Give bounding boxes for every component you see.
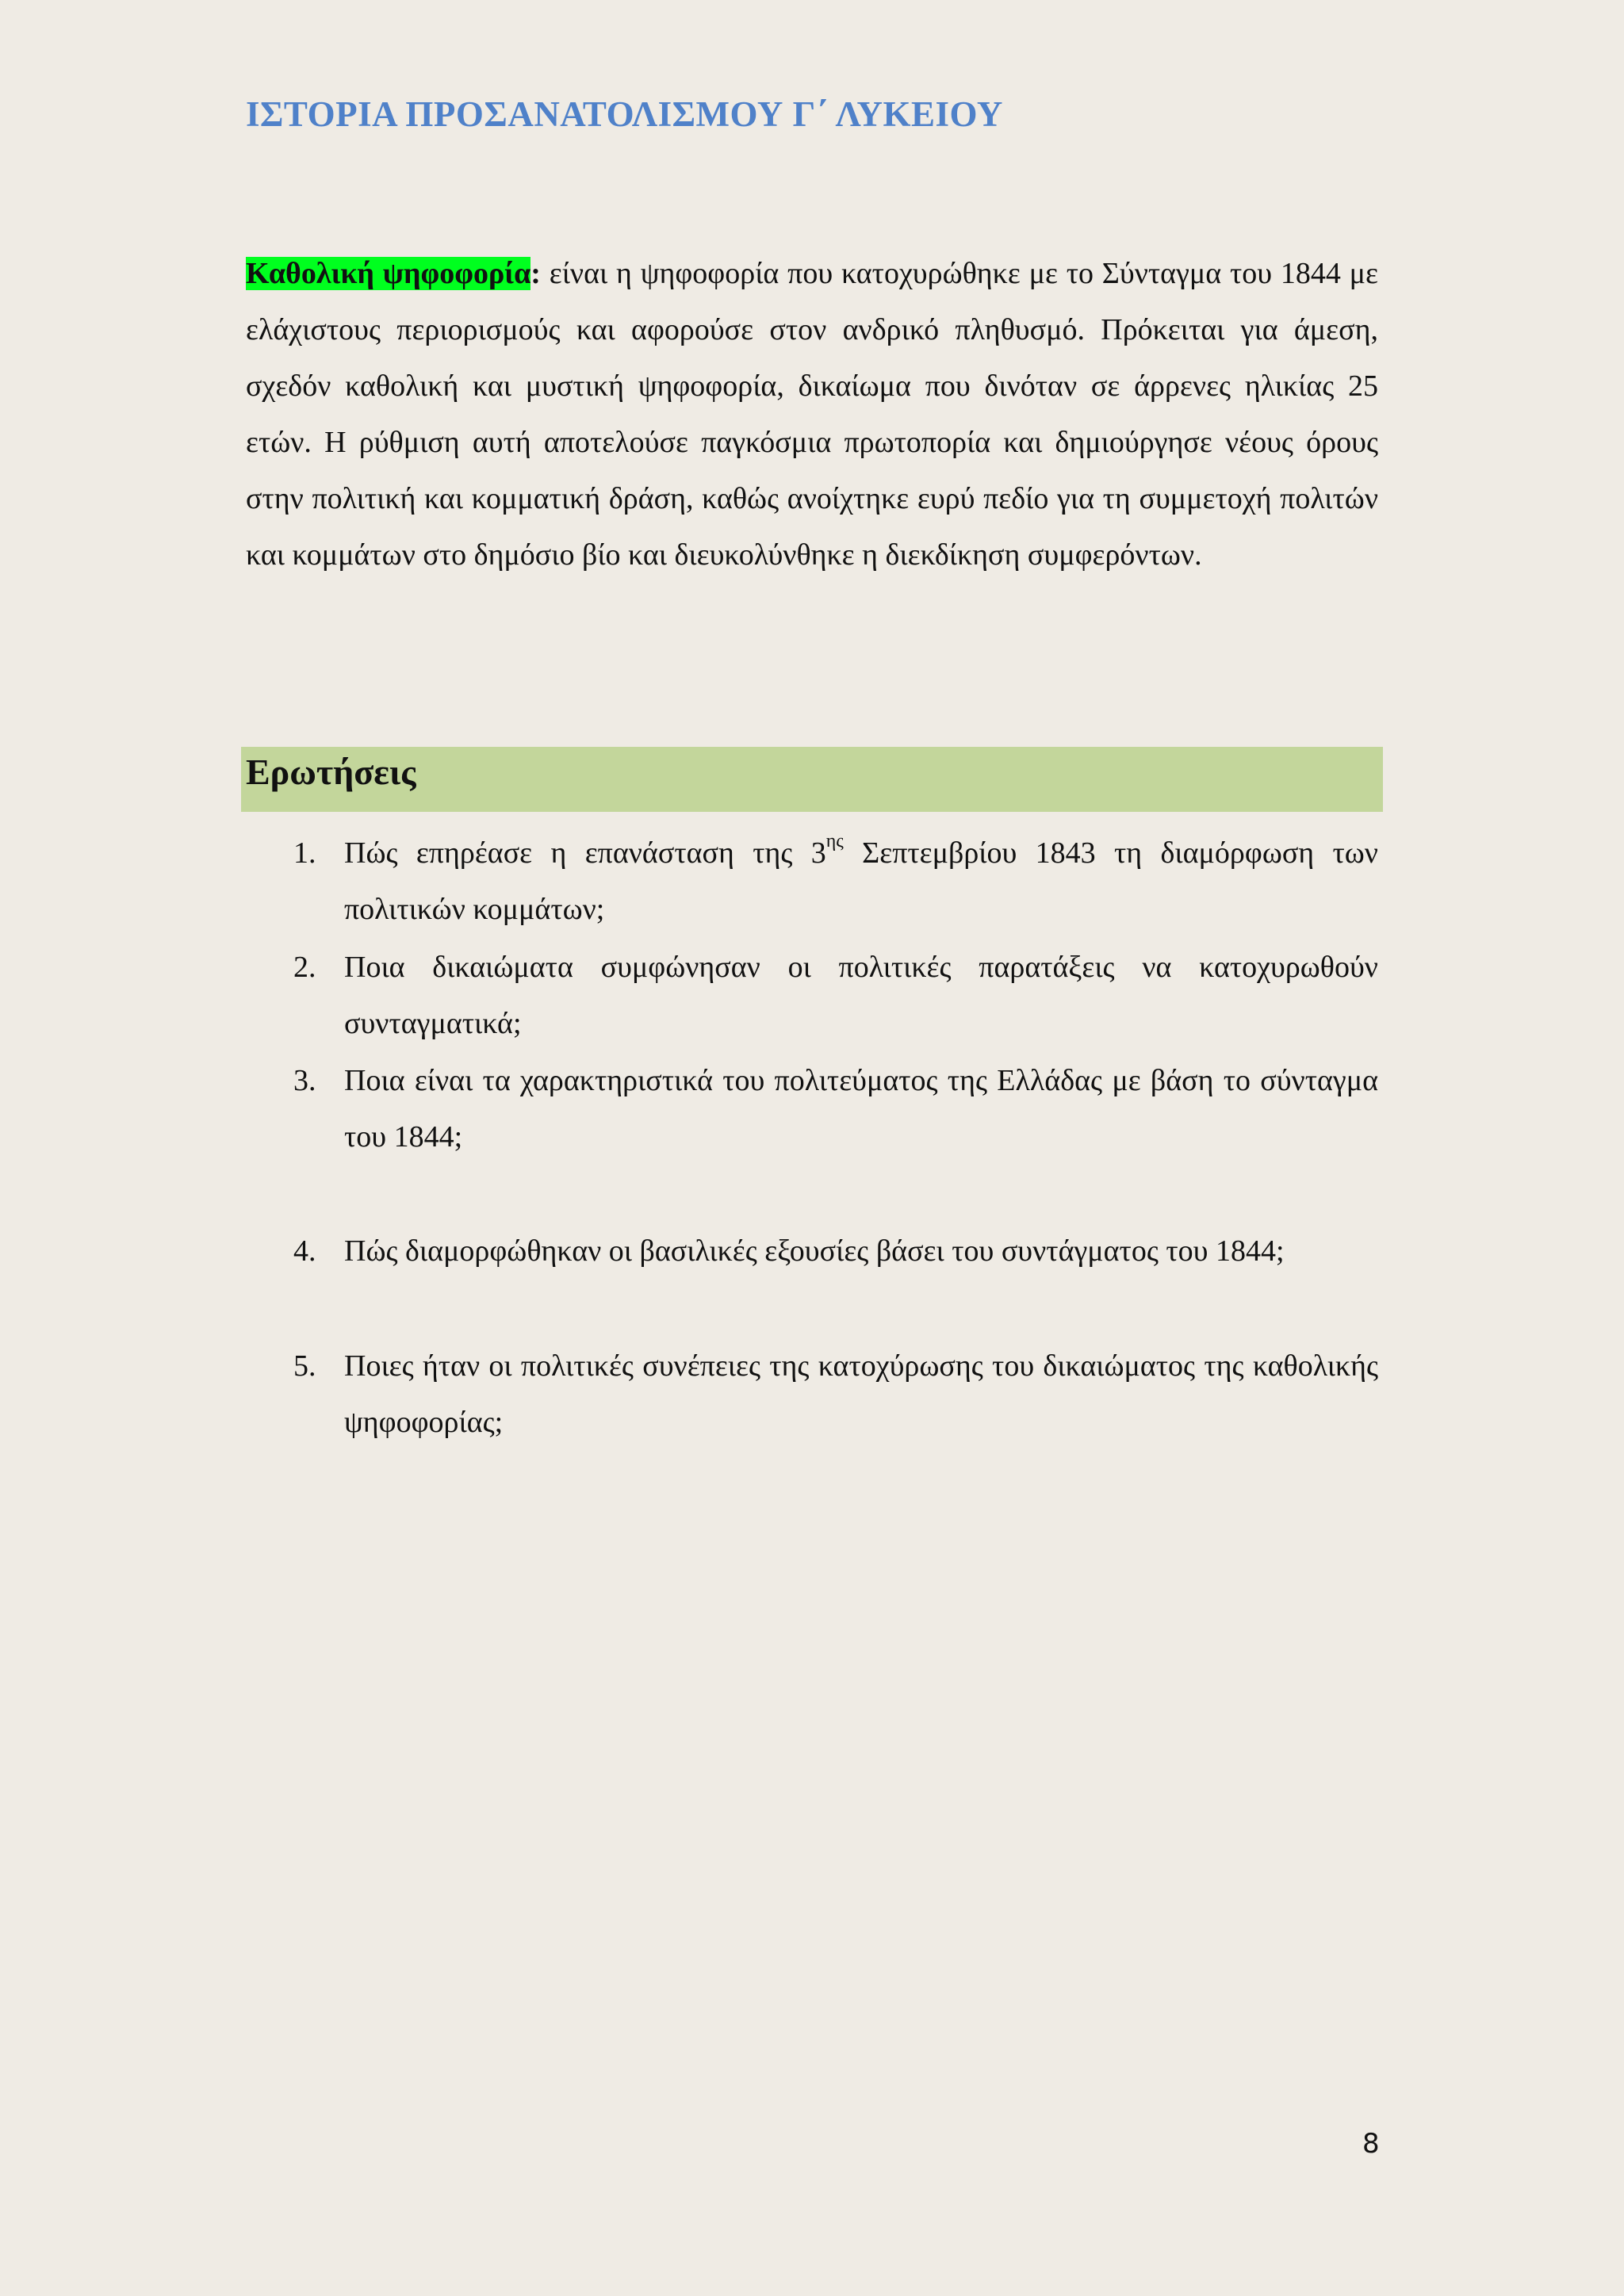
question-superscript: ης [825,831,844,851]
definition-term: Καθολική ψηφοφορία [246,257,531,290]
question-number: 2. [293,951,316,984]
question-text: Ποια είναι τα χαρακτηριστικά του πολιτεύματος της Ελλάδας με βάση το σύνταγμα του 1844; [344,1064,1378,1154]
question-text-part: Σεπτεμβρίου 1843 τη διαμόρφωση των πολιτικών κομμάτων; [344,836,1378,926]
page-header-title: ΙΣΤΟΡΙΑ ΠΡΟΣΑΝΑΤΟΛΙΣΜΟΥ Γ΄ ΛΥΚΕΙΟΥ [246,94,1003,134]
definition-text: είναι η ψηφοφορία που κατοχυρώθηκε με το Σύνταγμα του 1844 με ελάχιστους περιορισμούς και αφορούσε στον ανδρικό πληθυσμό. Πρόκειται για άμεση, σχεδόν καθολική και μυστική ψηφοφορία, δικαίωμα που δινόταν σε άρρενες ηλικίας 25 ετών. Η ρύθμιση αυτή αποτελούσε παγκόσμια πρωτοπορία και δημιούργησε νέους όρους στην πολιτική και κομματική δράση, καθώς ανοίχτηκε ευρύ πεδίο για τη συμμετοχή πολιτών και κομμάτων στο δημόσιο βίο και διευκολύνθηκε η διεκδίκηση συμφερόντων. [246,257,1378,572]
questions-section-header [241,747,1383,812]
page-number: 8 [1362,2128,1380,2160]
questions-title: Ερωτήσεις [246,752,416,792]
question-text [344,825,1378,938]
question-number: 5. [293,1349,316,1383]
question-number: 3. [293,1064,316,1097]
question-text: Πώς διαμορφώθηκαν οι βασιλικές εξουσίες βάσει του συντάγματος του 1844; [344,1234,1285,1268]
definition-paragraph [246,246,1378,584]
question-item-1 [293,825,1378,938]
question-item-5 [293,1338,1378,1451]
question-item-4 [293,1223,1378,1280]
question-item-2 [293,939,1378,1052]
question-text: Ποια δικαιώματα συμφώνησαν οι πολιτικές παρατάξεις να κατοχυρωθούν συνταγματικά; [344,951,1378,1040]
question-number: 1. [293,836,316,870]
question-text-part: Πώς επηρέασε η επανάσταση της 3 [344,836,826,870]
question-number: 4. [293,1234,316,1268]
question-text: Ποιες ήταν οι πολιτικές συνέπειες της κατοχύρωσης του δικαιώματος της καθολικής ψηφοφορίας; [344,1349,1378,1439]
definition-colon: : [530,257,541,290]
question-item-3 [293,1053,1378,1165]
